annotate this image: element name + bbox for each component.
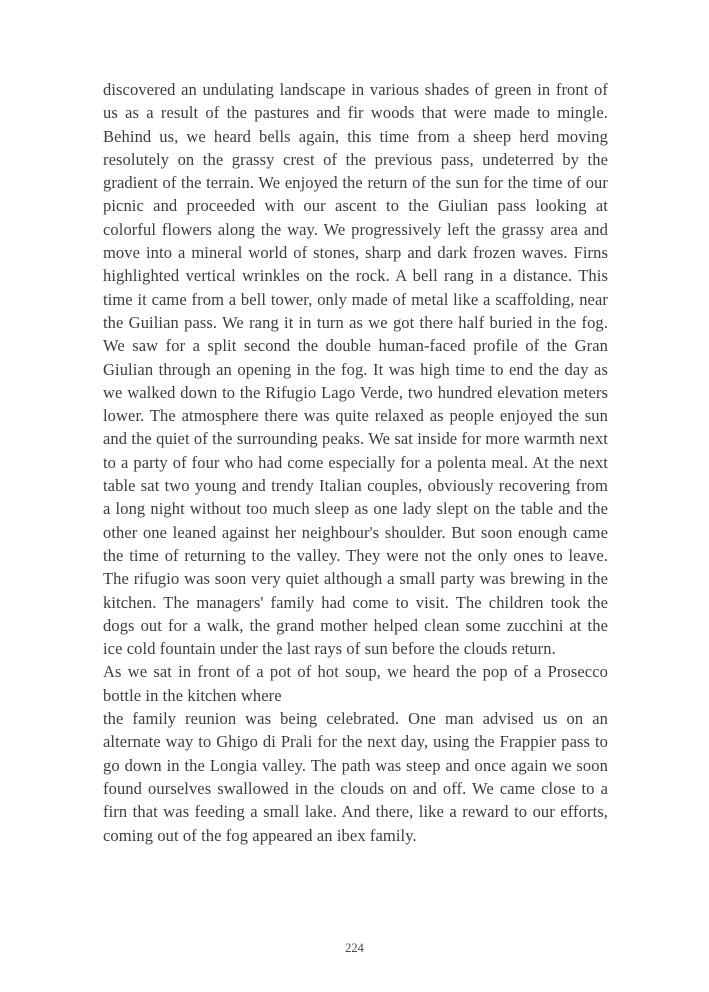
page-number: 224 xyxy=(345,941,364,955)
paragraph: As we sat in front of a pot of hot soup, we heard the pop of a Prosecco bottle in the kitchen where xyxy=(103,662,608,705)
page-text xyxy=(103,78,608,847)
paragraph: discovered an undulating landscape in various shades of green in front of us as a result of the pastures and fir woods that were made to mingle. Behind us, we heard bells again, this time from a sheep herd moving resolutely on the grassy crest of the previous pass, undeterred by the gradient of the terrain. We enjoyed the return of the sun for the time of our picnic and proceeded with our ascent to the Giulian pass looking at colorful flowers along the way. We progressively left the grassy area and move into a mineral world of stones, sharp and dark frozen waves. Firns highlighted vertical wrinkles on the rock. A bell rang in a distance. This time it came from a bell tower, only made of metal like a scaffolding, near the Guilian pass. We rang it in turn as we got there half buried in the fog. We saw for a split second the double human-faced profile of the Gran Giulian through an opening in the fog. It was high time to end the day as we walked down to the Rifugio Lago Verde, two hundred elevation meters lower. The atmosphere there was quite relaxed as people enjoyed the sun and the quiet of the surrounding peaks. We sat inside for more warmth next to a party of four who had come especially for a polenta meal. At the next table sat two young and trendy Italian couples, obviously recovering from a long night without too much sleep as one lady slept on the table and the other one leaned against her neighbour's shoulder. But soon enough came the time of returning to the valley. They were not the only ones to leave. The rifugio was soon very quiet although a small party was brewing in the kitchen. The managers' family had come to visit. The children took the dogs out for a walk, the grand mother helped clean some zucchini at the ice cold fountain under the last rays of sun before the clouds return. xyxy=(103,80,608,659)
paragraph: the family reunion was being celebrated. One man advised us on an alternate way to Ghigo di Prali for the next day, using the Frappier pass to go down in the Longia valley. The path was steep and once again we soon found ourselves swallowed in the clouds on and off. We came close to a firn that was feeding a small lake. And there, like a reward to our efforts, coming out of the fog appeared an ibex family. xyxy=(103,709,608,845)
